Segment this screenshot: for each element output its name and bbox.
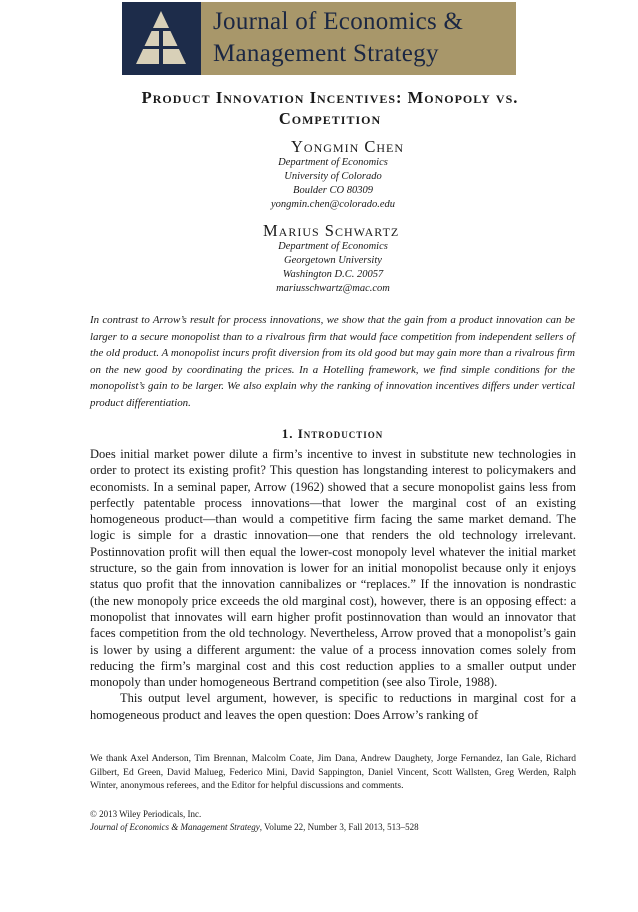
affiliation-address: Washington D.C. 20057 bbox=[282, 269, 384, 280]
author-email: yongmin.chen@colorado.edu bbox=[271, 199, 395, 210]
affiliation-department: Department of Economics bbox=[278, 157, 388, 168]
author-affiliation bbox=[258, 156, 408, 212]
paper-title: Product Innovation Incentives: Monopoly vs. Competition bbox=[141, 88, 519, 128]
journal-name-line2: Management Strategy bbox=[213, 40, 439, 67]
body-text bbox=[90, 446, 576, 723]
citation-line bbox=[90, 821, 419, 834]
affiliation-department: Department of Economics bbox=[278, 241, 388, 252]
author-name: Marius Schwartz bbox=[263, 221, 400, 240]
author-email: mariusschwartz@mac.com bbox=[276, 283, 390, 294]
banner-title-area bbox=[201, 2, 516, 75]
paragraph: This output level argument, however, is specific to reductions in marginal cost for a homogeneous product and leaves the open question: Does Arrow’s ranking of bbox=[90, 691, 576, 722]
citation-details: , Volume 22, Number 3, Fall 2013, 513–528 bbox=[259, 821, 419, 832]
affiliation-university: Georgetown University bbox=[284, 255, 382, 266]
journal-name-line1: Journal of Economics & bbox=[213, 8, 464, 35]
journal-logo bbox=[122, 2, 201, 75]
acknowledgement-footnote: We thank Axel Anderson, Tim Brennan, Malcolm Coate, Jim Dana, Andrew Daughety, Jorge Fernandez, Ian Gale, Richard Gilbert, Ed Green, David Malueg, Federico Mini, David Sappington, Daniel Vincent, Scott Wallsten, Greg Werden, Ralph Winter, anonymous referees, and the Editor for helpful discussions and comments. bbox=[90, 754, 576, 791]
copyright-line: © 2013 Wiley Periodicals, Inc. bbox=[90, 809, 202, 819]
copyright-block bbox=[90, 808, 419, 833]
author-affiliation bbox=[258, 240, 408, 296]
pyramid-logo-icon bbox=[122, 2, 201, 75]
affiliation-university: University of Colorado bbox=[284, 171, 382, 182]
paragraph: Does initial market power dilute a firm’s incentive to invest in substitute new technologies in order to protect its existing profit? This question has longstanding interest to policymakers and economists. In a seminal paper, Arrow (1962) showed that a secure monopolist gains less from perfectly patentable process innovations—that lower the marginal cost of an existing homogeneous product—than would a competitive firm facing the same market demand. The logic is simple for a drastic innovation—one that renders the old technology irrelevant. Postinnovation profit will then equal the lower-cost monopoly level whatever the initial market structure, so the gain from innovation is lower for an initial monopolist because only it enjoys status quo profit that the innovation cannibalizes or “replaces.” If the innovation is nondrastic (the new monopoly price exceeds the old marginal cost), however, there is an opposing effect: a monopolist that innovates will earn higher profit postinnovation than would an innovator that faces competition from the old technology. Nevertheless, Arrow proved that a monopolist’s gain is lower by using a different argument: the value of a process innovation comes solely from reducing the firm’s marginal cost and this cost reduction applies to a smaller output under monopoly than under homogeneous Bertrand competition (see also Tirole, 1988). bbox=[90, 447, 576, 690]
author-name: Yongmin Chen bbox=[291, 137, 405, 156]
affiliation-address: Boulder CO 80309 bbox=[293, 185, 373, 196]
abstract: In contrast to Arrow’s result for process innovations, we show that the gain from a product innovation can be larger to a secure monopolist than to a rivalrous firm that would face competition from independent sellers of the old product. A monopolist incurs profit diversion from its old good but may gain more than a rivalrous firm on the new good by coordinating the prices. In a Hotelling framework, we find simple conditions for the monopolist’s gain to be larger. We also explain why the ranking of innovation incentives differs under vertical product differentiation. bbox=[90, 314, 575, 409]
journal-banner bbox=[122, 2, 516, 75]
section-heading: 1. Introduction bbox=[281, 426, 384, 441]
journal-citation-name: Journal of Economics & Management Strategy bbox=[90, 821, 260, 832]
